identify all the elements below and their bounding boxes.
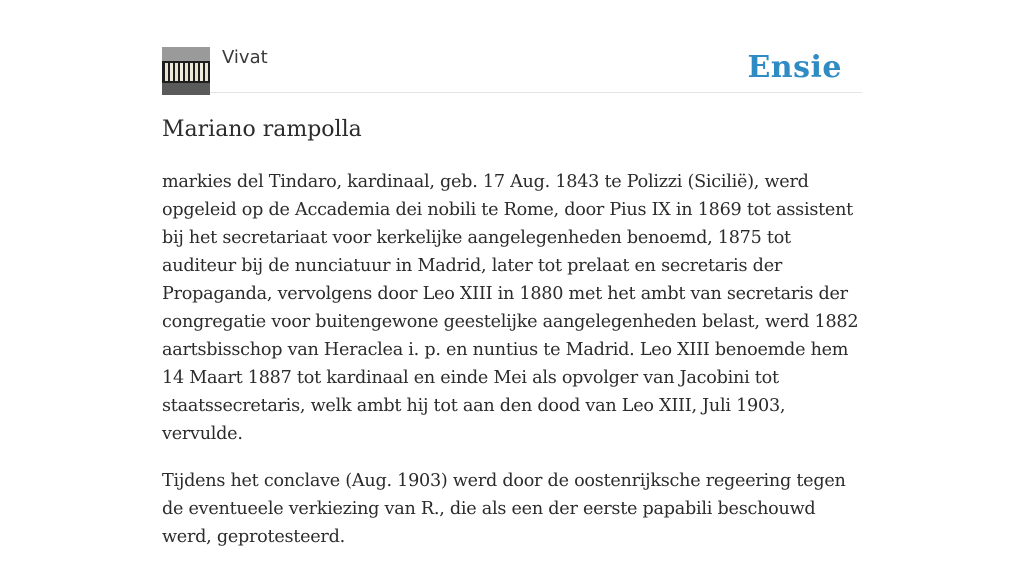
page	[162, 0, 862, 547]
page-title: Mariano rampolla	[162, 117, 362, 142]
brand-logo[interactable]: Ensie	[747, 50, 842, 85]
paragraph: Tijdens het conclave (Aug. 1903) werd door de oostenrijksche regeering tegen de eventueele verkiezing van R., die als een der eerste papabili beschouwd werd, geprotesteerd.	[162, 471, 846, 547]
author-name[interactable]: Vivat	[222, 47, 268, 68]
avatar[interactable]	[162, 47, 210, 95]
header	[162, 0, 862, 93]
avatar-image	[162, 47, 210, 95]
paragraph: markies del Tindaro, kardinaal, geb. 17 Aug. 1843 te Polizzi (Sicilië), werd opgeleid op de Accademia dei nobili te Rome, door Pius IX in 1869 tot assistent bij het secretariaat voor kerkelijke aangelegenheden benoemd, 1875 tot auditeur bij de nunciatuur in Madrid, later tot prelaat en secretaris der Propaganda, vervolgens door Leo XIII in 1880 met het ambt van secretaris der congregatie voor buitengewone geestelijke aangelegenheden belast, werd 1882 aartsbisschop van Heraclea i. p. en nuntius te Madrid. Leo XIII benoemde hem 14 Maart 1887 tot kardinaal en einde Mei als opvolger van Jacobini tot staatssecretaris, welk ambt hij tot aan den dood van Leo XIII, Juli 1903, vervulde.	[162, 172, 859, 444]
article-body	[162, 168, 862, 570]
